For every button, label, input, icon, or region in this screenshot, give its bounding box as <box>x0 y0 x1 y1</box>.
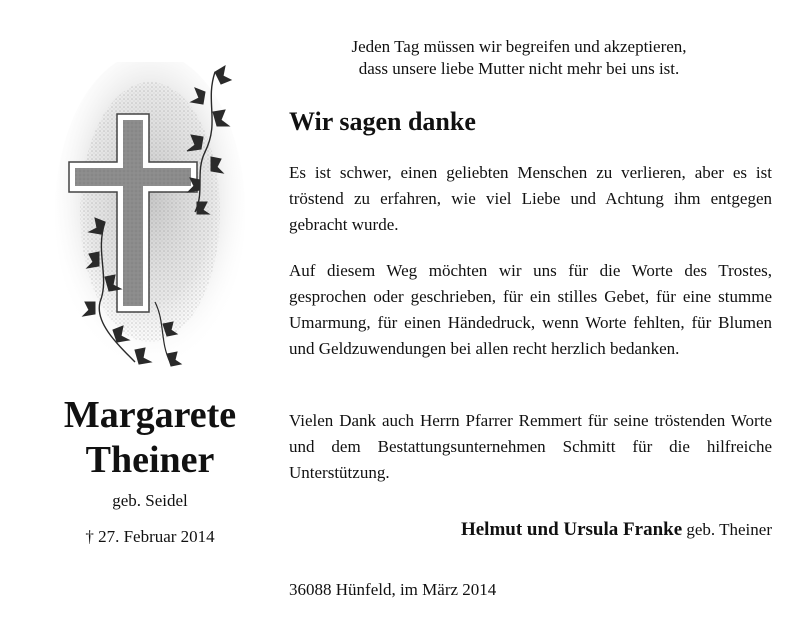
quote-line-2: dass unsere liebe Mutter nicht mehr bei uns ist. <box>358 59 680 78</box>
place-date: 36088 Hünfeld, im März 2014 <box>289 580 497 599</box>
signature-suffix: geb. Theiner <box>686 520 772 539</box>
thanks-heading: Wir sagen danke <box>289 107 476 136</box>
deceased-first-name: Margarete <box>63 394 237 436</box>
quote-line-1: Jeden Tag müssen wir begreifen und akzeptieren, <box>351 37 687 56</box>
signature-names: Helmut und Ursula Franke <box>460 519 683 540</box>
paragraph-3: Vielen Dank auch Herrn Pfarrer Remmert für seine tröstenden Worte und dem Bestattungsunternehmen Schmitt für die hilfreiche Unterstützung. <box>289 411 772 482</box>
paragraph-2: Auf diesem Weg möchten wir uns für die Worte des Trostes, gesprochen oder geschrieben, für ein stilles Gebet, für eine stumme Umarmung, für einen Händedruck, wenn Worte fehlten, für Blumen und Geldzuwendungen bei allen recht herzlich bedanken. <box>289 261 772 358</box>
deceased-birth-name: geb. Seidel <box>112 491 188 510</box>
cross-with-ivy-icon <box>55 62 255 382</box>
quote <box>289 36 749 80</box>
signature <box>461 518 772 542</box>
deceased-last-name: Theiner <box>85 439 215 481</box>
obituary-left-column <box>0 0 300 632</box>
paragraph-1: Es ist schwer, einen geliebten Menschen zu verlieren, aber es ist tröstend zu erfahren, wie viel Liebe und Achtung ihm entgegen gebracht wurde. <box>289 163 772 234</box>
deceased-death-date: † 27. Februar 2014 <box>85 527 215 546</box>
